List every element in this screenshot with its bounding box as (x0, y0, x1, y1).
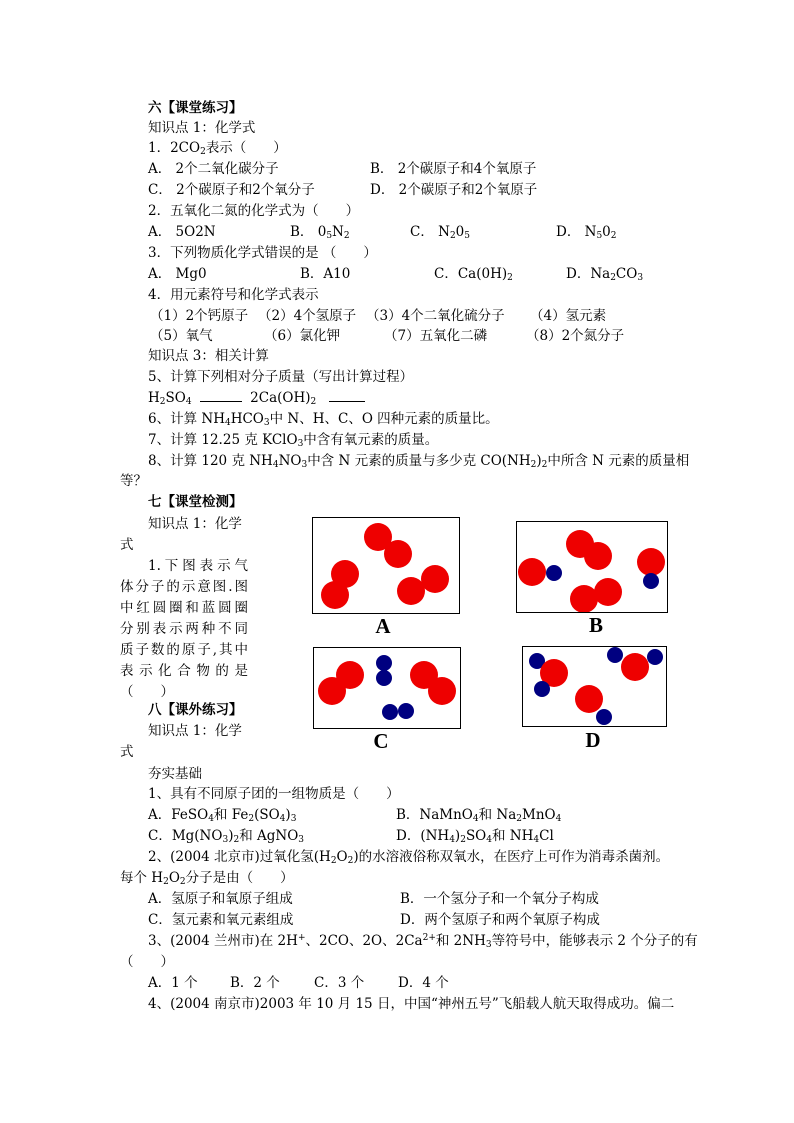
red-atom (594, 578, 622, 606)
text-line: 分别表示两种不同 (120, 621, 248, 637)
section-six-title: 六【课堂练习】 (148, 100, 243, 116)
red-atom (421, 565, 449, 593)
red-atom (384, 540, 412, 568)
red-atom (637, 548, 665, 576)
red-atom (621, 653, 649, 681)
red-atom (428, 677, 456, 705)
question-4-stem: 4．用元素符号和化学式表示 (148, 287, 319, 303)
s8-question-3-option-a: A．1 个 (148, 975, 198, 991)
blue-atom (607, 647, 623, 663)
figure-label-d: D (585, 728, 601, 752)
s8-question-2-line-1: 2、(2004 北京市)过氧化氢$(H_2O_2)$的水溶液俗称双氧水，在医疗上可作为消毒杀菌剂。 (148, 849, 670, 866)
section-eight-title: 八【课外练习】 (148, 702, 243, 718)
s7-question-1-text (120, 556, 248, 703)
question-7: 7、计算 12.25 克 KClO$_3$中含有氧元素的质量。 (148, 432, 439, 449)
s8-question-3-option-b: B．2 个 (230, 975, 280, 991)
s8-question-2-option-c: C．氢元素和氧元素组成 (148, 912, 294, 928)
s8-question-1-option-d: D．$(NH_4)_2SO_4$和 $NH_4Cl$ (396, 828, 554, 845)
section-seven-title: 七【课堂检测】 (148, 494, 243, 510)
question-1-option-a: A． 2个二氧化碳分子 (148, 161, 279, 177)
blue-atom (376, 655, 392, 671)
blue-atom (546, 565, 562, 581)
s8-question-2-option-a: A．氢原子和氧原子组成 (148, 891, 293, 907)
question-2-option-a: A． 5O2N (148, 224, 216, 240)
red-atom (584, 542, 612, 570)
knowledge-point-3: 知识点 3：相关计算 (148, 348, 269, 364)
question-4-item-4: （4）氢元素 (530, 308, 607, 324)
question-4-item-5: （5）氧气 (150, 328, 213, 344)
blue-atom (398, 703, 414, 719)
question-1-stem: 1．$2CO_2$表示（ ） (148, 140, 287, 157)
s8-question-2-option-b: B．一个氢分子和一个氧分子构成 (400, 891, 599, 907)
basics-heading: 夯实基础 (148, 766, 202, 782)
question-4-item-8: （8）2个氮分子 (526, 328, 625, 344)
molecule-figure-d (522, 646, 667, 727)
question-4-item-1: （1）2个钙原子 (150, 308, 249, 324)
question-4-item-6: （6）氯化钾 (264, 328, 341, 344)
text-line: 体分子的示意图.图 (120, 579, 248, 595)
blue-atom (647, 649, 663, 665)
question-1-option-b: B． 2个碳原子和4个氧原子 (370, 161, 537, 177)
question-5-items: $H_2SO_4$ $2Ca(OH)_2$ (148, 388, 365, 408)
s8-knowledge-point-1: 知识点 1：化学 (148, 723, 242, 739)
s8-question-3-option-c: C．3 个 (314, 975, 365, 991)
question-3-option-c: C．$Ca(0H)_2$ (434, 266, 513, 283)
question-4-item-3: （3）4个二氧化硫分子 (366, 308, 505, 324)
red-atom (518, 558, 546, 586)
figure-label-c: C (373, 729, 389, 753)
question-3-option-b: B．A10 (300, 266, 351, 282)
text-line: 1.下图表示气 (148, 558, 248, 574)
question-2-option-c: C． $N_20_5$ (410, 224, 470, 241)
s8-question-1-option-a: A．FeSO$_4$和 $Fe_2(SO_4)_3$ (148, 807, 297, 824)
question-8-line-1: 8、计算 120 克 $NH_4NO_3$中含 N 元素的质量与多少克 $CO(NH_2)_2$中所含 N 元素的质量相 (148, 453, 690, 470)
s7-knowledge-point-1-wrap: 式 (120, 537, 134, 553)
answer-paren: （ ） (120, 684, 174, 700)
question-6: 6、计算 $NH_4HCO_3$中 N、H、C、O 四种元素的质量比。 (148, 411, 499, 428)
molecule-figure-b-svg (517, 522, 667, 612)
question-1-option-c: C． 2个碳原子和2个氧分子 (148, 182, 315, 198)
blue-atom (596, 709, 612, 725)
s8-question-1-option-c: C．$Mg(NO_3)_2$和 AgNO$_3$ (148, 828, 304, 845)
molecule-figure-d-svg (523, 647, 666, 726)
blue-atom (376, 670, 392, 686)
s7-knowledge-point-1: 知识点 1：化学 (148, 516, 242, 532)
s8-question-3-line-2: （ ） (120, 954, 174, 970)
question-5-stem: 5、计算下列相对分子质量（写出计算过程） (148, 369, 414, 385)
s8-question-3-option-d: D．4 个 (398, 975, 449, 991)
s8-question-2-line-2: 每个 $H_2O_2$分子是由（ ） (120, 870, 294, 887)
question-2-option-d: D． $N_50_2$ (556, 224, 617, 241)
knowledge-point-1: 知识点 1：化学式 (148, 120, 256, 136)
blue-atom (643, 573, 659, 589)
figure-label-b: B (588, 613, 603, 637)
question-2-stem: 2．五氧化二氮的化学式为（ ） (148, 203, 360, 219)
s8-question-4-line-1: 4、(2004 南京市)2003 年 10 月 15 日，中国“神州五号”飞船载人航天取得成功。偏二 (148, 996, 675, 1012)
question-3-option-d: D．$Na_2CO_3$ (566, 266, 644, 283)
question-3-stem: 3．下列物质化学式错误的是 （ ） (148, 245, 377, 261)
s8-question-1-option-b: B．NaMnO$_4$和 $Na_2MnO_4$ (396, 807, 562, 824)
red-atom (318, 677, 346, 705)
s8-question-3-line-1: 3、(2004 兰州市)在 2H+、2CO、2O、$2Ca^{2+}$和 $2NH_3$等符号中，能够表示 2 个分子的有 (148, 933, 698, 950)
figure-label-a: A (375, 614, 391, 638)
molecule-figure-c-svg (314, 648, 460, 728)
red-atom (321, 581, 349, 609)
answer-blank (329, 389, 365, 402)
question-2-option-b: B． $0_5N_2$ (290, 224, 350, 241)
s8-knowledge-point-1-wrap: 式 (120, 744, 134, 760)
blue-atom (534, 681, 550, 697)
molecule-figure-a (312, 517, 460, 614)
question-4-item-2: （2）4个氢原子 (258, 308, 357, 324)
red-atom (570, 585, 598, 612)
answer-blank (200, 389, 242, 402)
red-atom (397, 577, 425, 605)
s8-question-2-option-d: D．两个氢原子和两个氧原子构成 (400, 912, 600, 928)
question-3-option-a: A． Mg0 (148, 266, 207, 282)
molecule-figure-a-svg (313, 518, 459, 613)
molecule-figure-b (516, 521, 668, 613)
s8-question-1-stem: 1、具有不同原子团的一组物质是（ ） (148, 786, 400, 802)
molecule-figure-c (313, 647, 461, 729)
text-line: 表示化合物的是 (120, 663, 248, 679)
text-line: 中红圆圈和蓝圆圈 (120, 600, 248, 616)
question-8-line-2: 等？ (120, 473, 147, 489)
red-atom (575, 685, 603, 713)
blue-atom (382, 704, 398, 720)
text-line: 质子数的原子,其中 (120, 642, 248, 658)
question-1-option-d: D． 2个碳原子和2个氧原子 (370, 182, 538, 198)
question-4-item-7: （7）五氧化二磷 (384, 328, 488, 344)
